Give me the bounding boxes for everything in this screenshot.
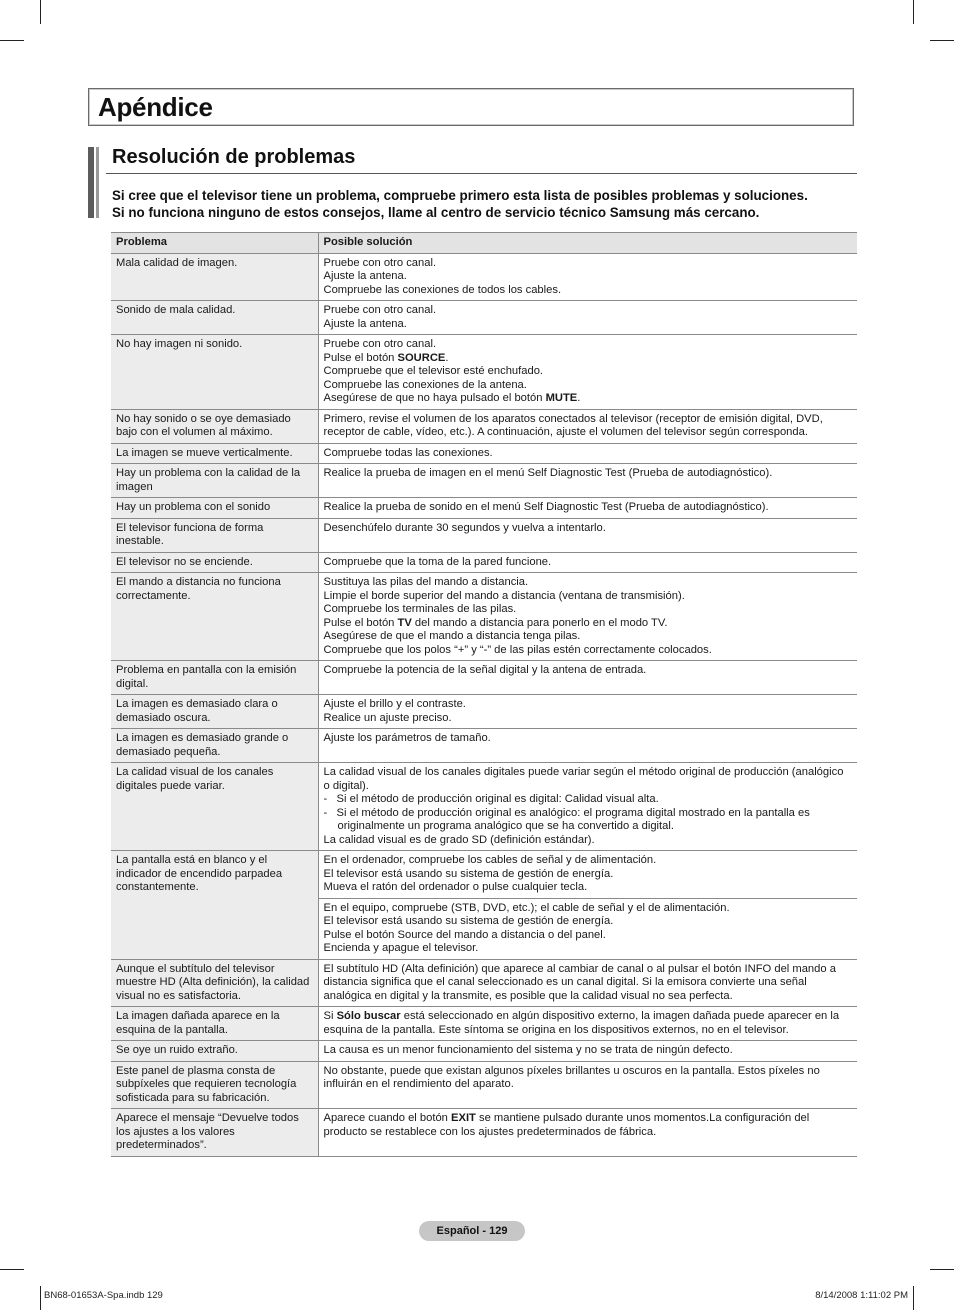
crop-mark — [913, 0, 914, 24]
solution-cell: Si Sólo buscar está seleccionado en algún dispositivo externo, la imagen dañada puede aparecer en la esquina de la pantalla. Este síntoma se origina en los dispositivos externos, no en el televisor. — [318, 1007, 857, 1041]
section-title: Resolución de problemas — [112, 146, 356, 168]
table-row — [111, 552, 857, 573]
problem-cell: Problema en pantalla con la emisión digital. — [111, 661, 318, 695]
table-row — [111, 1007, 857, 1041]
table-row — [111, 409, 857, 443]
problem-cell: La calidad visual de los canales digitales puede variar. — [111, 763, 318, 851]
solution-cell: Realice la prueba de imagen en el menú Self Diagnostic Test (Prueba de autodiagnóstico). — [318, 464, 857, 498]
table-row — [111, 301, 857, 335]
solution-cell: Ajuste los parámetros de tamaño. — [318, 729, 857, 763]
chapter-title-box — [88, 88, 854, 126]
problem-cell: Hay un problema con la calidad de la imagen — [111, 464, 318, 498]
problem-cell: El televisor funciona de forma inestable. — [111, 518, 318, 552]
solution-cell: La causa es un menor funcionamiento del sistema y no se trata de ningún defecto. — [318, 1041, 857, 1062]
solution-cell: Pruebe con otro canal. Ajuste la antena. — [318, 301, 857, 335]
problem-cell: La imagen dañada aparece en la esquina de la pantalla. — [111, 1007, 318, 1041]
problem-cell: No hay imagen ni sonido. — [111, 335, 318, 410]
problem-cell: La imagen se mueve verticalmente. — [111, 443, 318, 464]
section-marker-bar — [96, 147, 99, 218]
intro-line: Si cree que el televisor tiene un problema, compruebe primero esta lista de posibles problemas y soluciones. — [112, 188, 808, 203]
solution-cell: Compruebe todas las conexiones. — [318, 443, 857, 464]
footer-file-info: BN68-01653A-Spa.indb 129 — [44, 1290, 163, 1301]
chapter-title: Apéndice — [98, 92, 213, 122]
table-row — [111, 1109, 857, 1157]
crop-mark — [40, 1286, 41, 1310]
problem-cell: Aunque el subtítulo del televisor muestre HD (Alta definición), la calidad visual no es satisfactoria. — [111, 959, 318, 1007]
problem-cell: El mando a distancia no funciona correctamente. — [111, 573, 318, 661]
section-intro — [112, 187, 857, 221]
solution-cell: Desenchúfelo durante 30 segundos y vuelva a intentarlo. — [318, 518, 857, 552]
table-row — [111, 1041, 857, 1062]
crop-mark — [0, 40, 24, 41]
crop-mark — [930, 40, 954, 41]
section-divider — [106, 173, 857, 174]
solution-cell: Primero, revise el volumen de los aparatos conectados al televisor (receptor de emisión digital, DVD, receptor de cable, vídeo, etc.). A continuación, ajuste el volumen del televisor según corresponda. — [318, 409, 857, 443]
column-header-solution: Posible solución — [318, 233, 857, 254]
solution-cell: Sustituya las pilas del mando a distancia. Limpie el borde superior del mando a distancia (ventana de transmisión). Compruebe los terminales de las pilas. Pulse el botón TV del mando a distancia para ponerlo en el modo TV. Asegúrese de que el mando a distancia tenga pilas. Compruebe que los polos “+” y “-” de las pilas estén correctamente colocados. — [318, 573, 857, 661]
problem-cell: La imagen es demasiado clara o demasiado oscura. — [111, 695, 318, 729]
table-row — [111, 498, 857, 519]
page-number-badge: Español - 129 — [419, 1221, 525, 1241]
problem-cell: El televisor no se enciende. — [111, 552, 318, 573]
table-row — [111, 1061, 857, 1109]
problem-cell: La imagen es demasiado grande o demasiado pequeña. — [111, 729, 318, 763]
table-row — [111, 335, 857, 410]
solution-cell: La calidad visual de los canales digitales puede variar según el método original de producción (analógico o digital). - Si el método de producción original es digital: Calidad visual alta. - Si el método de producción original es analógico: el programa digital mostrado en la pantalla es originalmente un programa analógico que se ha convertido a digital. La calidad visual es de grado SD (definición estándar). — [318, 763, 857, 851]
intro-line: Si no funciona ninguno de estos consejos, llame al centro de servicio técnico Samsung más cercano. — [112, 205, 760, 220]
solution-cell: En el ordenador, compruebe los cables de señal y de alimentación. El televisor está usando su sistema de gestión de energía. Mueva el ratón del ordenador o pulse cualquier tecla. — [318, 851, 857, 899]
crop-mark — [40, 0, 41, 24]
crop-mark — [930, 1269, 954, 1270]
solution-cell: Compruebe la potencia de la señal digital y la antena de entrada. — [318, 661, 857, 695]
solution-cell: Compruebe que la toma de la pared funcione. — [318, 552, 857, 573]
table-row — [111, 959, 857, 1007]
table-row — [111, 729, 857, 763]
crop-mark — [913, 1286, 914, 1310]
problem-cell: No hay sonido o se oye demasiado bajo con el volumen al máximo. — [111, 409, 318, 443]
table-row — [111, 763, 857, 851]
table-row — [111, 443, 857, 464]
problem-cell: Aparece el mensaje “Devuelve todos los ajustes a los valores predeterminados”. — [111, 1109, 318, 1157]
footer-datetime: 8/14/2008 1:11:02 PM — [815, 1290, 908, 1301]
problem-cell: Sonido de mala calidad. — [111, 301, 318, 335]
solution-cell: Aparece cuando el botón EXIT se mantiene pulsado durante unos momentos.La configuración del producto se restablece con los ajustes predeterminados de fábrica. — [318, 1109, 857, 1157]
table-row — [111, 518, 857, 552]
table-row — [111, 573, 857, 661]
solution-cell: Pruebe con otro canal. Pulse el botón SOURCE. Compruebe que el televisor esté enchufado. Compruebe las conexiones de la antena. Asegúrese de que no haya pulsado el botón MUTE. — [318, 335, 857, 410]
section-marker-bar — [88, 147, 94, 218]
table-row — [111, 253, 857, 301]
problem-cell: Este panel de plasma consta de subpíxeles que requieren tecnología sofisticada para su fabricación. — [111, 1061, 318, 1109]
crop-mark — [0, 1269, 24, 1270]
troubleshooting-table — [111, 232, 857, 1157]
column-header-problem: Problema — [111, 233, 318, 254]
solution-cell: No obstante, puede que existan algunos píxeles brillantes u oscuros en la pantalla. Estos píxeles no influirán en el rendimiento del aparato. — [318, 1061, 857, 1109]
table-row — [111, 661, 857, 695]
table-row — [111, 695, 857, 729]
problem-cell: Hay un problema con el sonido — [111, 498, 318, 519]
solution-cell: En el equipo, compruebe (STB, DVD, etc.); el cable de señal y el de alimentación. El televisor está usando su sistema de gestión de energía. Pulse el botón Source del mando a distancia o del panel. Encienda y apague el televisor. — [318, 898, 857, 959]
problem-cell: Mala calidad de imagen. — [111, 253, 318, 301]
solution-cell: El subtítulo HD (Alta definición) que aparece al cambiar de canal o al pulsar el botón INFO del mando a distancia significa que el canal seleccionado es un canal digital. Si la emisora convierte una señal analógica en digital y la transmite, es posible que la calidad visual no sea perfecta. — [318, 959, 857, 1007]
table-row — [111, 851, 857, 899]
solution-cell: Realice la prueba de sonido en el menú Self Diagnostic Test (Prueba de autodiagnóstico). — [318, 498, 857, 519]
problem-cell: La pantalla está en blanco y el indicador de encendido parpadea constantemente. — [111, 851, 318, 960]
problem-cell: Se oye un ruido extraño. — [111, 1041, 318, 1062]
solution-cell: Ajuste el brillo y el contraste. Realice un ajuste preciso. — [318, 695, 857, 729]
solution-cell: Pruebe con otro canal. Ajuste la antena. Compruebe las conexiones de todos los cables. — [318, 253, 857, 301]
table-row — [111, 464, 857, 498]
table-header-row — [111, 233, 857, 254]
